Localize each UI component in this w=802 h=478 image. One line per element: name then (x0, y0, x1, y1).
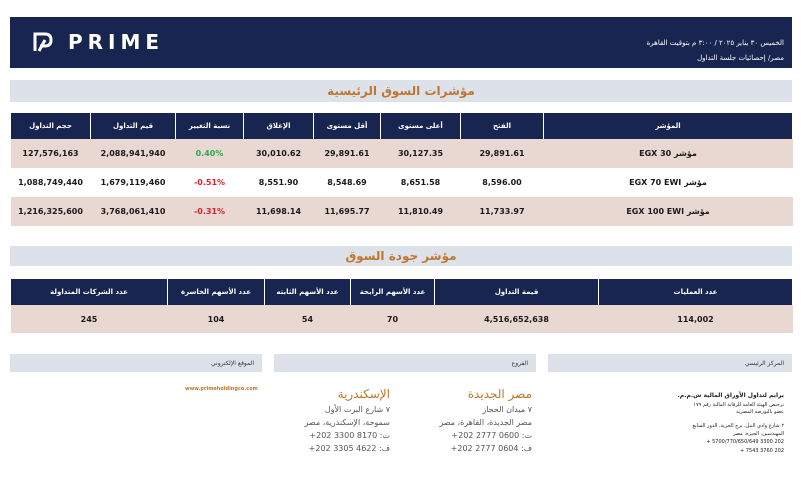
branch-heliopolis-title: مصر الجديدة (467, 387, 532, 401)
indices-table (10, 113, 793, 226)
col-index: المؤشر (544, 113, 793, 139)
cell-transactions: 114,002 (599, 305, 793, 333)
cell-change: -0.51% (193, 178, 226, 187)
col-value: قيم التداول (91, 113, 176, 139)
cell-low: 29,891.61 (314, 139, 381, 168)
col-change: نسبة التغيير (176, 113, 244, 139)
cell-unchanged: 54 (265, 305, 351, 333)
branches-label: الفروع (511, 359, 528, 367)
report-date: الخميس ٣٠ يناير ٢٠٢٥ / ٣:٠٠ م بتوقيت القاهرة (646, 39, 784, 47)
report-header (10, 17, 792, 68)
table-row (11, 197, 793, 226)
branch-alex-fax: ف: 4622 3305 202+ (308, 444, 390, 453)
branch-heliopolis-tel: ت: 0600 2777 202+ (451, 431, 532, 440)
report-subtitle: مصر/ إحصائيات جلسة التداول (697, 54, 784, 62)
cell-high: 11,810.49 (381, 197, 461, 226)
cell-traded-companies: 245 (11, 305, 168, 333)
website-label: الموقع الإلكتروني (211, 359, 254, 367)
table-row (11, 305, 793, 333)
cell-index-name: مؤشر EGX 70 EWI (629, 178, 707, 187)
hq-company: برايم لتداول الأوراق المالية ش.م.م. (677, 392, 784, 399)
cell-value: 1,679,119,460 (100, 178, 166, 187)
cell-gainers: 70 (351, 305, 435, 333)
quality-title: مؤشر جودة السوق (10, 246, 792, 266)
cell-close: 8,551.90 (258, 178, 299, 187)
cell-volume: 127,576,163 (11, 139, 91, 168)
col-close: الإغلاق (244, 113, 314, 139)
prime-logo (32, 29, 164, 55)
indices-header-row (11, 113, 793, 139)
col-unchanged: عدد الأسهم الثابته (265, 279, 351, 305)
table-row (11, 139, 793, 168)
cell-low: 11,695.77 (314, 197, 381, 226)
cell-volume: 1,216,325,600 (11, 197, 91, 226)
footer-website-bar (10, 354, 262, 372)
col-transactions: عدد العمليات (599, 279, 793, 305)
branch-alex-address2: سموحة، الإسكندرية، مصر (304, 418, 390, 427)
hq-tel: 202 3300 5700/770/650/649 + (706, 439, 784, 445)
cell-index-name: مؤشر EGX 30 (544, 139, 793, 168)
col-volume: حجم التداول (11, 113, 91, 139)
col-traded-companies: عدد الشركات المتداولة (11, 279, 168, 305)
branch-alex-title: الإسكندرية (337, 387, 390, 401)
footer-hq-bar (548, 354, 792, 372)
cell-value: 3,768,061,410 (91, 197, 176, 226)
branch-alex-address1: ٧ شارع البرت الأول (324, 405, 390, 414)
cell-traded-value: 4,516,652,638 (435, 305, 599, 333)
prime-logo-icon (32, 31, 54, 53)
footer-branches-bar (274, 354, 536, 372)
quality-table (10, 279, 793, 333)
cell-high: 30,127.35 (381, 139, 461, 168)
cell-open: 11,733.97 (461, 197, 544, 226)
hq-label: المركز الرئيسي (745, 359, 784, 367)
indices-title: مؤشرات السوق الرئيسية (10, 80, 792, 102)
cell-high: 8,651.58 (400, 178, 441, 187)
hq-member: عضو بالبورصة المصرية (736, 409, 784, 415)
branch-heliopolis-fax: ف: 0604 2777 202+ (450, 444, 532, 453)
cell-losers: 104 (168, 305, 265, 333)
hq-address2: المهندسين، الجيزة، مصر (733, 431, 784, 437)
col-high: أعلى مستوى (381, 113, 461, 139)
col-open: الفتح (461, 113, 544, 139)
brand-name: PRIME (68, 30, 165, 54)
cell-close: 11,698.14 (244, 197, 314, 226)
cell-change: -0.31% (176, 197, 244, 226)
col-losers: عدد الأسهم الخاسرة (168, 279, 265, 305)
col-gainers: عدد الأسهم الرابحة (351, 279, 435, 305)
hq-fax: 202 3760 7543 + (740, 448, 784, 454)
quality-header-row (11, 279, 793, 305)
hq-license: ترخيص الهيئة العامة للرقابة المالية رقم ١٧٩ (693, 402, 784, 408)
col-traded-value: قيمة التداول (435, 279, 599, 305)
cell-value: 2,088,941,940 (91, 139, 176, 168)
cell-open: 8,596.00 (482, 178, 522, 187)
branch-alex-tel: ت: 8170 3300 202+ (309, 431, 390, 440)
website-link[interactable]: www.primeholdingco.com (185, 386, 258, 392)
cell-index-name: مؤشر EGX 100 EWI (544, 197, 793, 226)
branch-heliopolis-address2: مصر الجديدة، القاهرة، مصر (439, 418, 532, 427)
col-low: أقل مستوى (314, 113, 381, 139)
cell-close: 30,010.62 (244, 139, 314, 168)
table-row (11, 168, 793, 197)
cell-open: 29,891.61 (461, 139, 544, 168)
cell-low: 8,548.69 (327, 178, 367, 187)
cell-volume: 1,088,749,440 (18, 178, 83, 187)
hq-address1: ٢ شارع وادي النيل، برج الحرية، الدور السابع (692, 423, 784, 429)
branch-heliopolis-address1: ٧ ميدان الحجاز (482, 405, 532, 414)
cell-change: 0.40% (176, 139, 244, 168)
